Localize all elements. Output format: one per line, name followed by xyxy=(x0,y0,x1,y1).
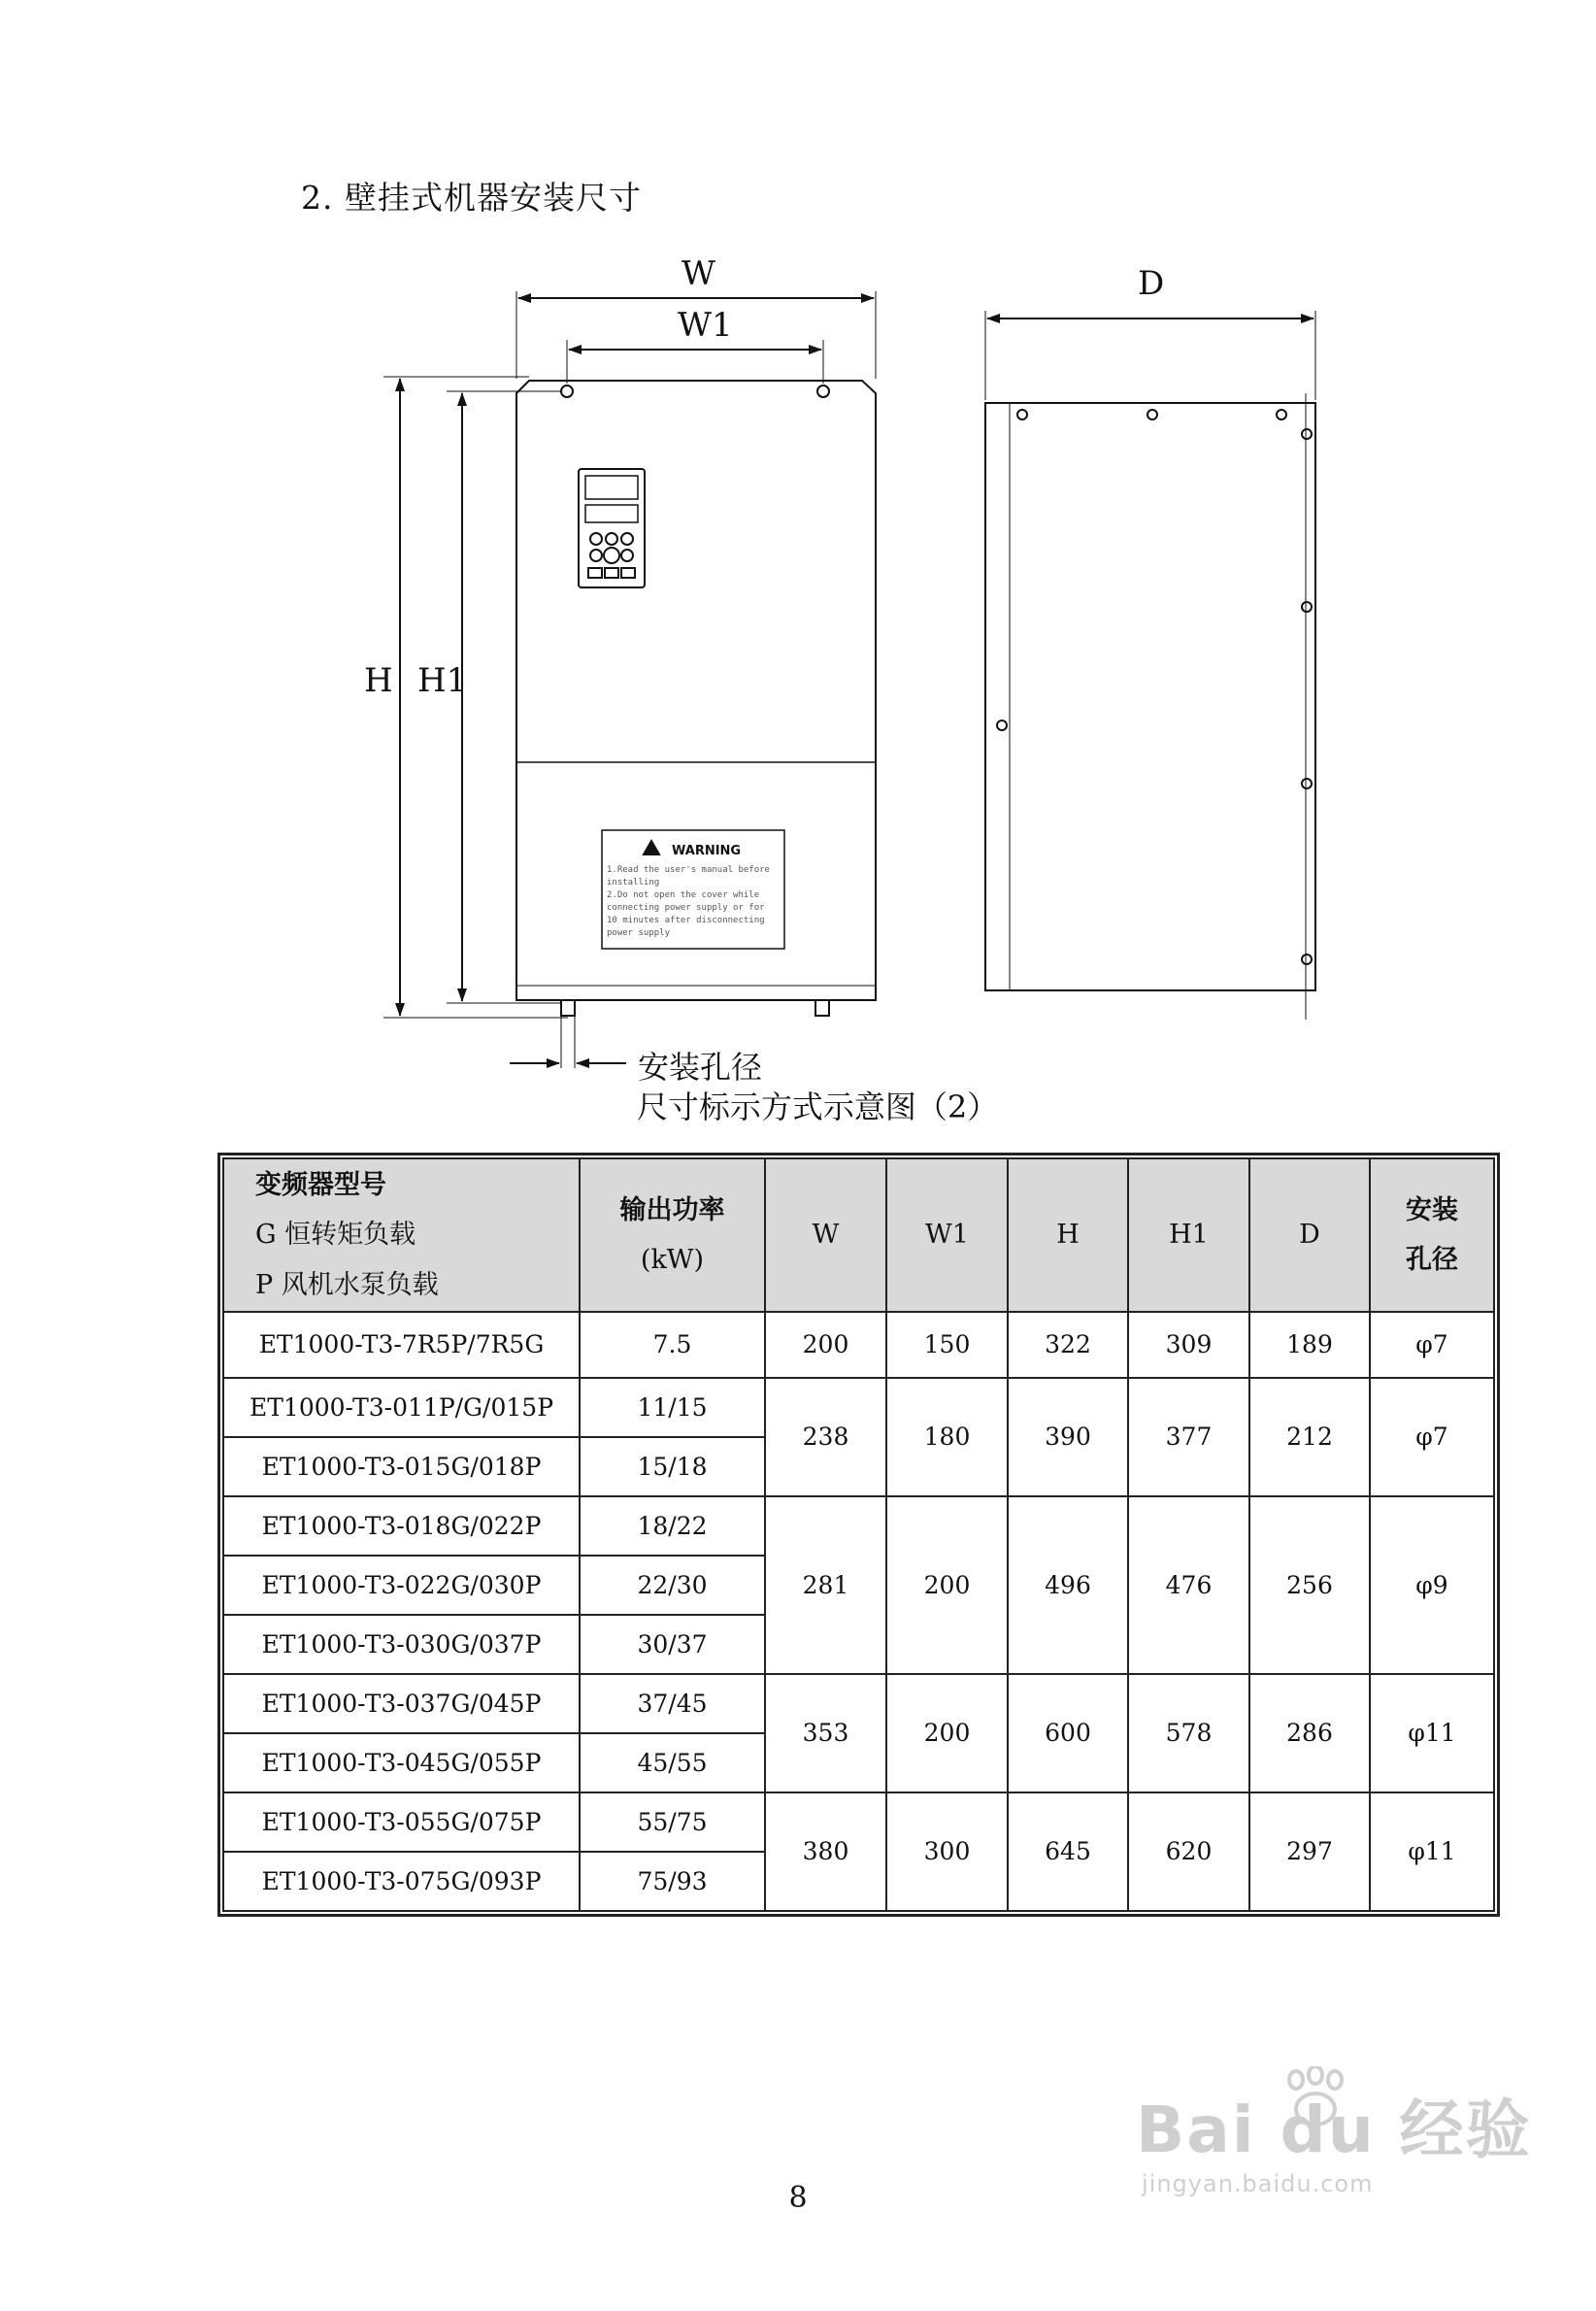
warning-line: power supply xyxy=(607,928,671,938)
warning-line: 2.Do not open the cover while xyxy=(607,890,760,900)
hole-label: 安装孔径 xyxy=(638,1049,763,1086)
table-row: ET1000-T3-022G/030P 22/30 xyxy=(223,1556,1494,1615)
watermark-sub: jingyan.baidu.com xyxy=(1142,2170,1374,2197)
header-hole: 安装 孔径 xyxy=(1370,1158,1494,1312)
table-row: ET1000-T3-030G/037P 30/37 xyxy=(223,1615,1494,1674)
header-h1: H1 xyxy=(1128,1158,1249,1312)
table-row: ET1000-T3-7R5P/7R5G 7.5 200 150 322 309 189 φ7 xyxy=(223,1312,1494,1378)
warning-line: connecting power supply or for xyxy=(607,903,765,913)
dim-w-label: W xyxy=(682,254,715,293)
page-number: 8 xyxy=(788,2181,808,2215)
warning-title: WARNING xyxy=(672,844,742,858)
dimension-table xyxy=(222,1157,1495,1912)
figure-caption: 尺寸标示方式示意图（2） xyxy=(636,1089,999,1125)
watermark-main: Bai du 经验 xyxy=(1136,2093,1532,2167)
header-model: 变频器型号 G 恒转矩负载 P 风机水泵负载 xyxy=(223,1158,580,1312)
warning-line: 10 minutes after disconnecting xyxy=(607,916,765,925)
dim-w1-label: W1 xyxy=(678,306,733,345)
dim-h-label: H xyxy=(364,661,393,700)
warning-line: 1.Read the user's manual before xyxy=(607,865,770,875)
watermark xyxy=(1136,2078,1532,2197)
side-view-outline xyxy=(985,403,1315,990)
dim-d-label: D xyxy=(1138,264,1165,303)
header-d: D xyxy=(1249,1158,1370,1312)
header-power: 输出功率 (kW) xyxy=(580,1158,765,1312)
dim-h1-label: H1 xyxy=(417,661,468,700)
header-w1: W1 xyxy=(886,1158,1008,1312)
table-row: ET1000-T3-055G/075P 55/75 380 300 645 620 297 φ11 xyxy=(223,1792,1494,1852)
table-row: ET1000-T3-037G/045P 37/45 353 200 600 578 286 φ11 xyxy=(223,1674,1494,1733)
table-row: ET1000-T3-018G/022P 18/22 281 200 496 476 256 φ9 xyxy=(223,1496,1494,1556)
table-row: ET1000-T3-015G/018P 15/18 xyxy=(223,1437,1494,1496)
dimension-drawing xyxy=(0,0,1596,1088)
header-w: W xyxy=(765,1158,886,1312)
section-title: 2. 壁挂式机器安装尺寸 xyxy=(301,179,642,217)
table-row: ET1000-T3-045G/055P 45/55 xyxy=(223,1733,1494,1792)
table-row: ET1000-T3-075G/093P 75/93 xyxy=(223,1852,1494,1911)
header-h: H xyxy=(1008,1158,1128,1312)
warning-line: installing xyxy=(607,878,660,888)
table-row: ET1000-T3-011P/G/015P 11/15 238 180 390 377 212 φ7 xyxy=(223,1378,1494,1437)
